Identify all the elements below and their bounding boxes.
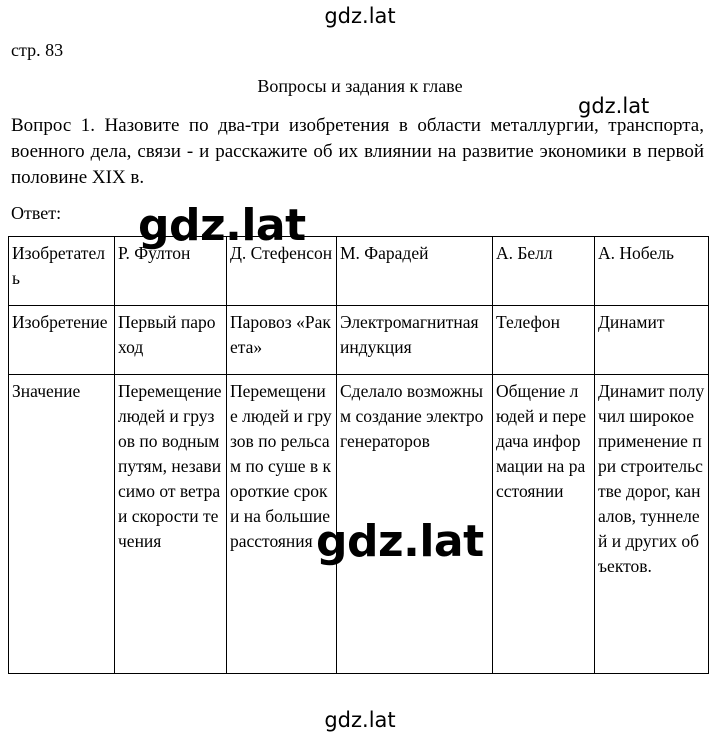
- answer-label: Ответ:: [11, 203, 62, 223]
- table-cell: Динамит получил широкое применение при строительстве дорог, каналов, туннелей и других объектов.: [595, 375, 709, 674]
- table-cell: Электромагнитная индукция: [337, 306, 493, 375]
- watermark-top: gdz.lat: [324, 4, 396, 28]
- watermark-bottom: gdz.lat: [324, 708, 396, 732]
- table-cell: Д. Стефенсон: [227, 237, 337, 306]
- row-header-invention: Изобретение: [9, 306, 115, 375]
- row-header-inventor: Изобретатель: [9, 237, 115, 306]
- table-cell: М. Фарадей: [337, 237, 493, 306]
- question-text: Вопрос 1. Назовите по два-три изобретения в области металлургии, транспорта, военного дела, связи - и расскажите об их влиянии на развитие экономики в первой половине XIX в.: [11, 115, 704, 188]
- answer-table: [8, 236, 709, 674]
- table-cell: Паровоз «Ракета»: [227, 306, 337, 375]
- table-cell: Динамит: [595, 306, 709, 375]
- table-row-invention: [9, 306, 709, 375]
- table-cell: Перемещение людей и грузов по водным путям, независимо от ветра и скорости течения: [115, 375, 227, 674]
- table-cell: Р. Фултон: [115, 237, 227, 306]
- watermark-large: gdz.lat: [138, 200, 306, 251]
- table-cell: Телефон: [493, 306, 595, 375]
- row-header-significance: Значение: [9, 375, 115, 674]
- table-cell: Первый пароход: [115, 306, 227, 375]
- table-cell: А. Белл: [493, 237, 595, 306]
- table-cell: Перемещение людей и грузов по рельсам по суше в короткие сроки на большие расстояния: [227, 375, 337, 674]
- table-cell: Общение людей и передача информации на расстоянии: [493, 375, 595, 674]
- table-cell: А. Нобель: [595, 237, 709, 306]
- page-reference: стр. 83: [11, 40, 64, 60]
- table-cell: Сделало возможным создание электрогенераторов: [337, 375, 493, 674]
- watermark-right: gdz.lat: [578, 94, 650, 118]
- table-row-inventor: [9, 237, 709, 306]
- watermark-center: gdz.lat: [316, 516, 484, 567]
- section-heading: Вопросы и задания к главе: [257, 76, 463, 96]
